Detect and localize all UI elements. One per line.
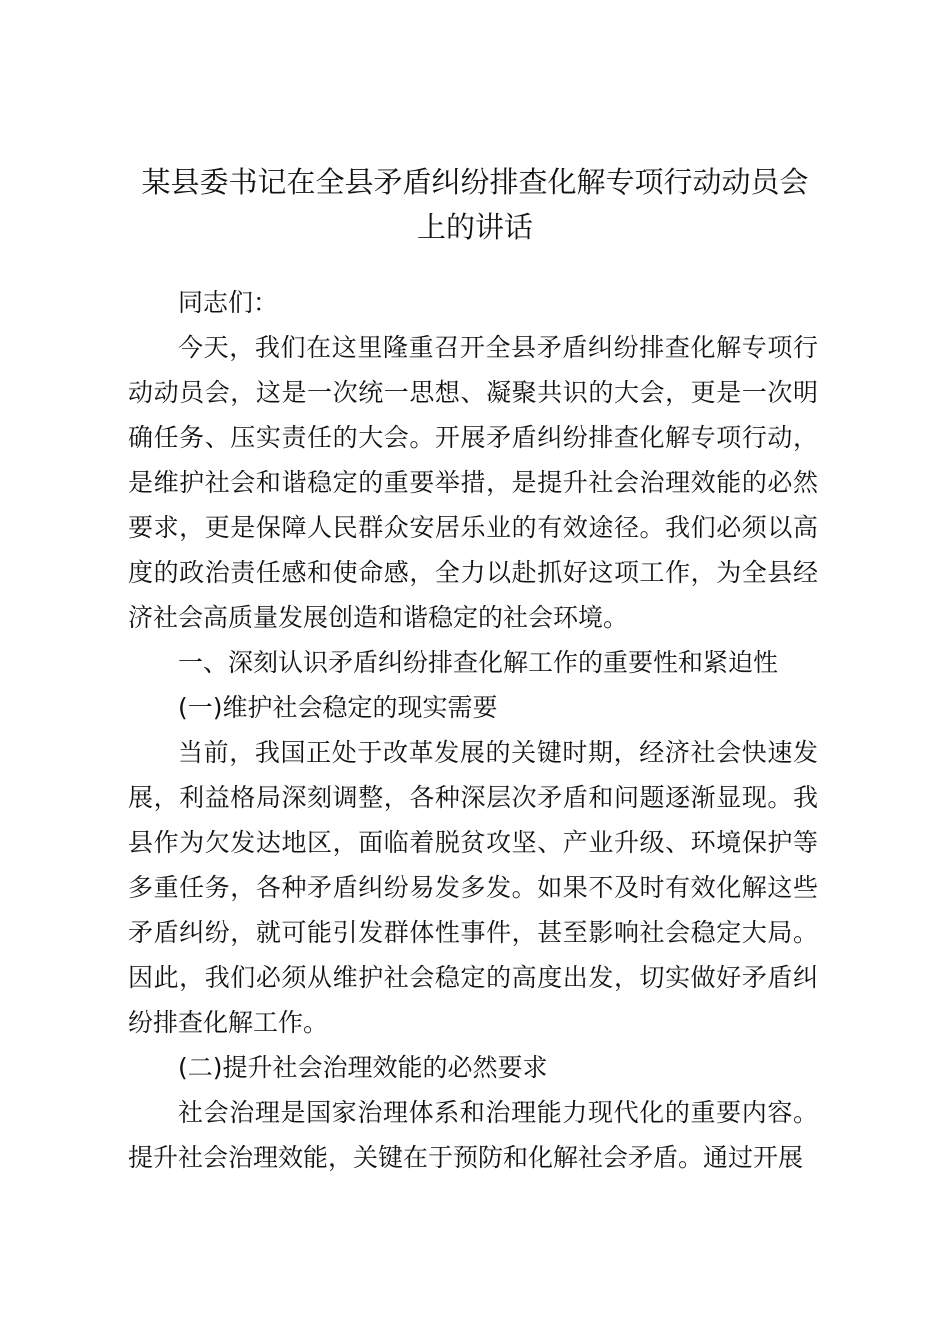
subsection-heading-1: (一)维护社会稳定的现实需要 [178, 693, 498, 722]
salutation: 同志们： [178, 288, 279, 317]
section-heading-1: 一、深刻认识矛盾纠纷排查化解工作的重要性和紧迫性 [178, 648, 779, 677]
document-title: 某县委书记在全县矛盾纠纷排查化解专项行动动员会上的讲话 [141, 165, 809, 244]
subsection-heading-2: (二)提升社会治理效能的必然要求 [178, 1053, 548, 1082]
subsection-paragraph-2: 社会治理是国家治理体系和治理能力现代化的重要内容。提升社会治理效能，关键在于预防和化解社会矛盾。通过开展 [128, 1098, 818, 1172]
intro-paragraph: 今天，我们在这里隆重召开全县矛盾纠纷排查化解专项行动动员会，这是一次统一思想、凝聚共识的大会，更是一次明确任务、压实责任的大会。开展矛盾纠纷排查化解专项行动，是维护社会和谐稳定的重要举措，是提升社会治理效能的必然要求，更是保障人民群众安居乐业的有效途径。我们必须以高度的政治责任感和使命感，全力以赴抓好这项工作，为全县经济社会高质量发展创造和谐稳定的社会环境。 [128, 333, 818, 632]
subsection-paragraph-1: 当前，我国正处于改革发展的关键时期，经济社会快速发展，利益格局深刻调整，各种深层次矛盾和问题逐渐显现。我县作为欠发达地区，面临着脱贫攻坚、产业升级、环境保护等多重任务，各种矛盾纠纷易发多发。如果不及时有效化解这些矛盾纠纷，就可能引发群体性事件，甚至影响社会稳定大局。因此，我们必须从维护社会稳定的高度出发，切实做好矛盾纠纷排查化解工作。 [128, 738, 818, 1037]
document-body [128, 280, 818, 1180]
